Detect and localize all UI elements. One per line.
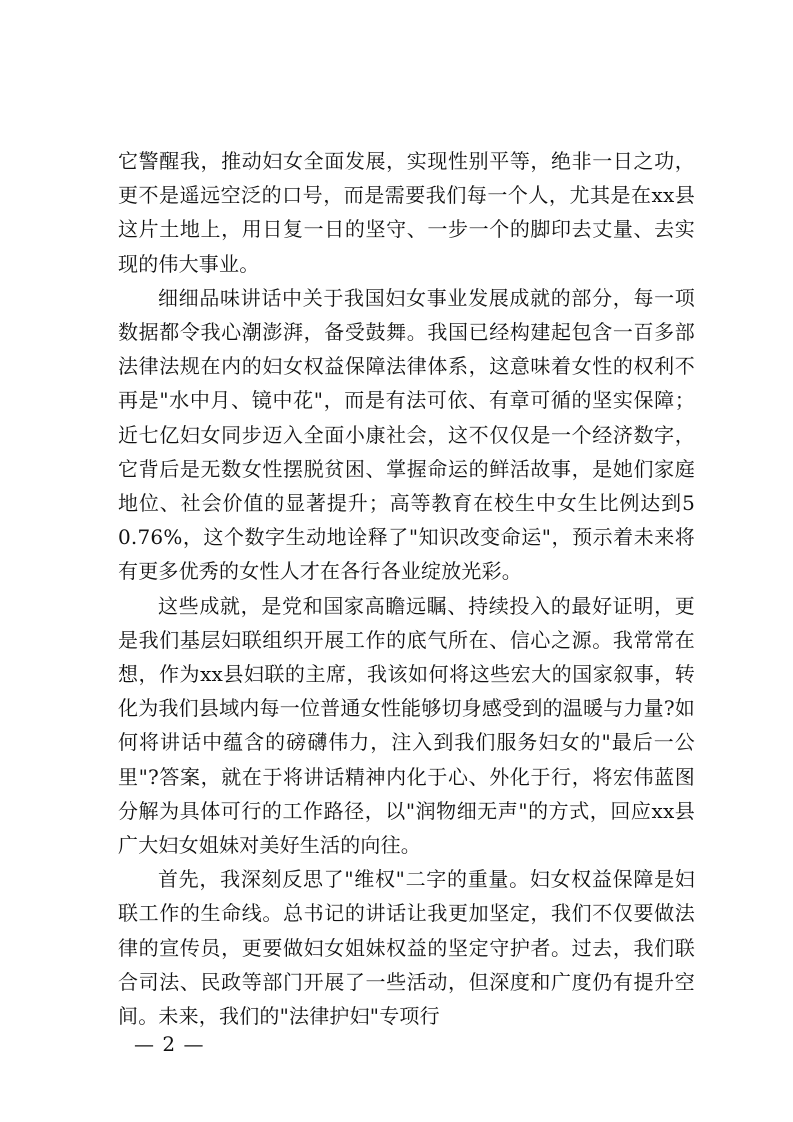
paragraph-rights-protection: 首先，我深刻反思了"维权"二字的重量。妇女权益保障是妇联工作的生命线。总书记的讲话让我更加坚定，我们不仅要做法律的宣传员，更要做妇女姐妹权益的坚定守护者。过去，我们联合司法、民政等部门开展了一些活动，但深度和广度仍有提升空间。未来，我们的"法律护妇"专项行 <box>118 867 695 1029</box>
paragraph-reflection: 这些成就，是党和国家高瞻远瞩、持续投入的最好证明，更是我们基层妇联组织开展工作的底气所在、信心之源。我常常在想，作为xx县妇联的主席，我该如何将这些宏大的国家叙事，转化为我们县域内每一位普通女性能够切身感受到的温暖与力量?如何将讲话中蕴含的磅礴伟力，注入到我们服务妇女的"最后一公里"?答案，就在于将讲话精神内化于心、外化于行，将宏伟蓝图分解为具体可行的工作路径，以"润物细无声"的方式，回应xx县广大妇女姐妹对美好生活的向往。 <box>118 593 695 858</box>
document-body <box>118 144 695 1033</box>
paragraph-achievements: 细细品味讲话中关于我国妇女事业发展成就的部分，每一项数据都令我心潮澎湃，备受鼓舞。我国已经构建起包含一百多部法律法规在内的妇女权益保障法律体系，这意味着女性的权利不再是"水中月、镜中花"，而是有法可依、有章可循的坚实保障；近七亿妇女同步迈入全面小康社会，这不仅仅是一个经济数字，它背后是无数女性摆脱贫困、掌握命运的鲜活故事，是她们家庭地位、社会价值的显著提升；高等教育在校生中女生比例达到50.76%，这个数字生动地诠释了"知识改变命运"，预示着未来将有更多优秀的女性人才在各行各业绽放光彩。 <box>118 285 695 584</box>
page-number: — 2 — <box>134 1032 205 1056</box>
paragraph-continuation: 它警醒我，推动妇女全面发展，实现性别平等，绝非一日之功，更不是遥远空泛的口号，而是需要我们每一个人，尤其是在xx县这片土地上，用日复一日的坚守、一步一个的脚印去丈量、去实现的伟大事业。 <box>118 149 695 276</box>
